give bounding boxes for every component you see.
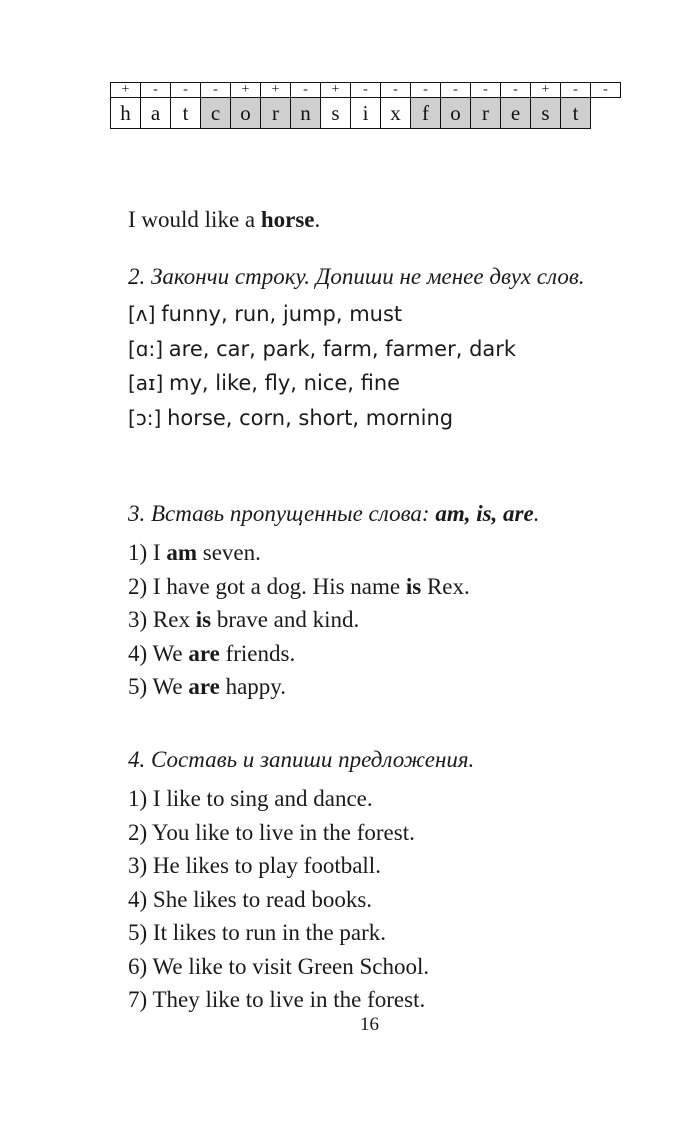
grid-letter-cell-shaded: r — [261, 98, 291, 129]
task2-heading: 2. Закончи строку. Допиши не менее двух слов. — [128, 264, 585, 289]
grid-letter-cell: s — [321, 98, 351, 129]
grid-sign-cell: + — [321, 83, 351, 98]
answer-line: I would like a horse. — [128, 207, 321, 232]
phonics-row: [ɑ:] are, car, park, farm, farmer, dark — [128, 336, 517, 361]
task4-item: 5) It likes to run in the park. — [128, 920, 387, 945]
grid-sign-cell: - — [591, 83, 621, 98]
grid-sign-cell: - — [501, 83, 531, 98]
grid-letter-cell-shaded: s — [531, 98, 561, 129]
task4-block — [128, 743, 668, 1017]
grid-sign-cell: - — [351, 83, 381, 98]
task3-block — [128, 497, 668, 704]
grid-sign-cell: + — [531, 83, 561, 98]
grid-sign-cell: - — [411, 83, 441, 98]
task4-item: 6) We like to visit Green School. — [128, 953, 430, 979]
letter-grid — [110, 82, 621, 129]
grid-sign-cell: - — [291, 83, 321, 98]
page-number: 16 — [360, 1014, 379, 1035]
grid-sign-cell: - — [381, 83, 411, 98]
grid-letter-cell: x — [381, 98, 411, 129]
task4-item: 1) I like to sing and dance. — [128, 786, 373, 811]
grid-sign-cell: - — [561, 83, 591, 98]
task3-item: 4) We are friends. — [128, 640, 296, 666]
grid-letter-cell-shaded: c — [201, 98, 231, 129]
grid-letter-cell: h — [111, 98, 141, 129]
grid-sign-cell: - — [171, 83, 201, 98]
grid-letter-cell: a — [141, 98, 171, 129]
task4-item: 2) You like to live in the forest. — [128, 819, 415, 845]
grid-sign-cell: - — [201, 83, 231, 98]
task3-item: 5) We are happy. — [128, 674, 287, 699]
task4-item: 7) They like to live in the forest. — [128, 987, 426, 1012]
grid-letter-cell-shaded: t — [561, 98, 591, 129]
grid-letter-cell-shaded: e — [501, 98, 531, 129]
grid-sign-cell: - — [141, 83, 171, 98]
task3-item: 1) I am seven. — [128, 540, 261, 565]
task2-block — [128, 260, 668, 435]
grid-sign-row — [111, 83, 621, 98]
phonics-row: [aɪ] my, like, fly, nice, fine — [128, 371, 401, 395]
grid-sign-cell: + — [231, 83, 261, 98]
grid-letter-cell-shaded: n — [291, 98, 321, 129]
grid-letter-cell-shaded: r — [471, 98, 501, 129]
phonics-row: [ʌ] funny, run, jump, must — [128, 302, 403, 326]
task4-heading: 4. Составь и запиши предложения. — [128, 747, 475, 772]
grid-sign-cell: - — [471, 83, 501, 98]
grid-sign-cell: + — [111, 83, 141, 98]
grid-letter-cell-shaded: o — [441, 98, 471, 129]
task3-item: 2) I have got a dog. His name is Rex. — [128, 573, 470, 599]
grid-letter-cell: t — [171, 98, 201, 129]
grid-sign-cell: - — [441, 83, 471, 98]
task4-item: 4) She likes to read books. — [128, 886, 373, 912]
grid-letter-cell: i — [351, 98, 381, 129]
phonics-row: [ɔ:] horse, corn, short, morning — [128, 405, 454, 430]
task3-item: 3) Rex is brave and kind. — [128, 607, 360, 632]
grid-letter-cell-shaded: f — [411, 98, 441, 129]
grid-letter-cell-shaded: o — [231, 98, 261, 129]
task3-heading: 3. Вставь пропущенные слова: am, is, are. — [128, 501, 540, 526]
answer-block — [128, 203, 668, 237]
task4-item: 3) He likes to play football. — [128, 853, 381, 878]
grid-sign-cell: + — [261, 83, 291, 98]
grid-letter-row — [111, 98, 621, 129]
